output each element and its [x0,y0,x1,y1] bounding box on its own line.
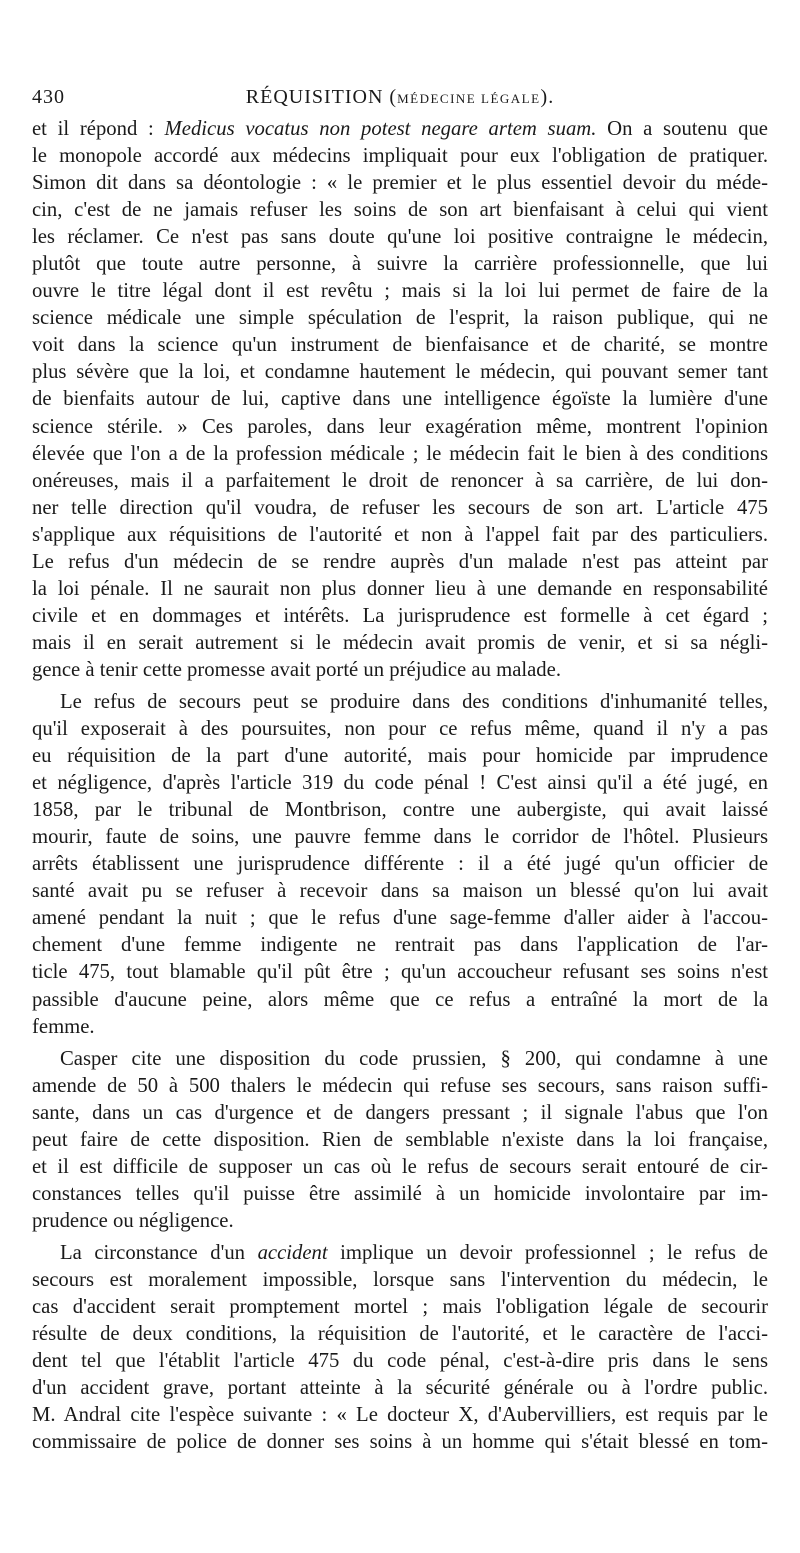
running-head-end: ). [540,86,555,108]
text-line: ner telle direction qu'il voudra, de refuser les secours de son art. L'article 475 [32,496,768,519]
italic-text: accident [257,1241,328,1264]
text-line: ouvre le titre légal dont il est revêtu ; mais si la loi lui permet de faire de la [32,280,768,303]
running-head [32,86,768,109]
text-line: mourir, faute de soins, une pauvre femme dans le corridor de l'hôtel. Plusieurs [32,826,768,849]
text-line: s'applique aux réquisitions de l'autorité et non à l'appel fait par des particuliers. [32,523,768,546]
text-line: chement d'une femme indigente ne rentrait pas dans l'application de l'ar- [32,934,768,957]
text-line: 1858, par le tribunal de Montbrison, contre une aubergiste, qui avait laissé [32,799,768,822]
text-line: arrêts établissent une jurisprudence différente : il a été jugé qu'un officier de [32,853,768,876]
text-line: amende de 50 à 500 thalers le médecin qui refuse ses secours, sans raison suffi- [32,1074,768,1097]
text-line: qu'il exposerait à des poursuites, non pour ce refus même, quand il n'y a pas [32,718,768,741]
text-line: constances telles qu'il puisse être assimilé à un homicide involontaire par im- [32,1182,768,1205]
text-line: peut faire de cette disposition. Rien de semblable n'existe dans la loi française, [32,1128,768,1151]
text-line: Casper cite une disposition du code prussien, § 200, qui condamne à une [60,1047,768,1070]
text-line: plus sévère que la loi, et condamne hautement le médecin, qui pouvant semer tant [32,361,768,384]
text-line: le monopole accordé aux médecins impliquait pour eux l'obligation de pratiquer. [32,145,768,168]
text-line: commissaire de police de donner ses soins à un homme qui s'était blessé en tom- [32,1431,768,1454]
page-number: 430 [32,86,65,108]
text-line: santé avait pu se refuser à recevoir dans sa maison un blessé qu'on lui avait [32,880,768,903]
text-line: science stérile. » Ces paroles, dans leur exagération même, montrent l'opinion [32,415,768,438]
text-line: science médicale une simple spéculation de l'esprit, la raison publique, qui ne [32,307,768,330]
italic-text: Medicus vocatus non potest negare artem suam. [164,118,597,140]
text-line: passible d'aucune peine, alors même que ce refus a entraîné la mort de la [32,988,768,1011]
body-text [32,116,768,1456]
text-line: M. Andral cite l'espèce suivante : « Le docteur X, d'Aubervilliers, est requis par le [32,1404,768,1427]
text-line: gence à tenir cette promesse avait porté un préjudice au malade. [32,658,562,681]
text-line: résulte de deux conditions, la réquisition de l'autorité, et le caractère de l'acci- [32,1323,768,1346]
text-line: La circonstance d'un accident implique un devoir professionnel ; le refus de [60,1241,768,1264]
text-line: d'un accident grave, portant atteinte à la sécurité générale ou à l'ordre public. [32,1377,768,1400]
text-line: et négligence, d'après l'article 319 du code pénal ! C'est ainsi qu'il a été jugé, en [32,772,768,795]
text-line: et il est difficile de supposer un cas où le refus de secours serait entouré de cir- [32,1155,768,1178]
text-line: civile et en dommages et intérêts. La jurisprudence est formelle à cet égard ; [32,604,768,627]
text-line: prudence ou négligence. [32,1209,234,1232]
text-line: Le refus de secours peut se produire dans des conditions d'inhumanité telles, [60,690,768,713]
text-line: élevée que l'on a de la profession médicale ; le médecin fait le bien à des conditions [32,442,768,465]
text-line: Simon dit dans sa déontologie : « le premier et le plus essentiel devoir du méde- [32,172,768,195]
text-line: voit dans la science qu'un instrument de bienfaisance et de charité, se montre [32,334,768,357]
text-line: Le refus d'un médecin de se rendre auprès d'un malade n'est pas atteint par [32,550,768,573]
running-head-title: RÉQUISITION ( [245,86,398,108]
text-line: dent tel que l'établit l'article 475 du code pénal, c'est-à-dire pris dans le sens [32,1350,768,1373]
text-line: sante, dans un cas d'urgence et de dangers pressant ; il signale l'abus que l'on [32,1101,768,1124]
text-line: de bienfaits autour de lui, captive dans une intelligence égoïste la lumière d'une [32,388,768,411]
text-line: ticle 475, tout blamable qu'il pût être ; qu'un accoucheur refusant ses soins n'est [32,961,768,984]
text-line: mais il en serait autrement si le médecin avait promis de venir, et si sa négli- [32,631,768,654]
text-line: secours est moralement impossible, lorsque sans l'intervention du médecin, le [32,1268,768,1291]
text-line: onéreuses, mais il a parfaitement le droit de renoncer à sa carrière, de lui don- [32,469,768,492]
text-line: eu réquisition de la part d'une autorité, mais pour homicide par imprudence [32,745,768,768]
text-line: et il répond : Medicus vocatus non potest negare artem suam. On a soutenu que [32,118,768,140]
text-line: cas d'accident serait promptement mortel ; mais l'obligation légale de secourir [32,1296,768,1319]
text-line: cin, c'est de ne jamais refuser les soins de son art bienfaisant à celui qui vient [32,199,768,222]
text-line: femme. [32,1015,95,1038]
text-line: plutôt que toute autre personne, à suivre la carrière professionnelle, que lui [32,253,768,276]
text-line: la loi pénale. Il ne saurait non plus donner lieu à une demande en responsabilité [32,577,768,600]
running-head-subtitle: MÉDECINE LÉGALE [397,91,541,106]
text-line: les réclamer. Ce n'est pas sans doute qu'une loi positive contraigne le médecin, [32,226,768,249]
page-header [32,86,768,116]
text-line: amené pendant la nuit ; que le refus d'une sage-femme d'aller aider à l'accou- [32,907,768,930]
